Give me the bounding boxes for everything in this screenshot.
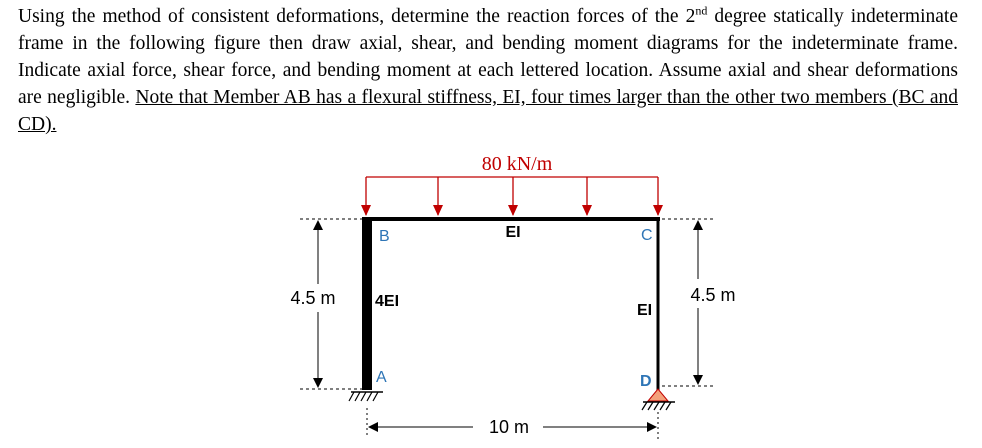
frame xyxy=(362,217,660,390)
node-label-a: A xyxy=(376,369,387,386)
problem-text-b: degree statically indeterminate frame in the following figure then draw axial, shear, and bending moment diagrams for the indeterminate frame. Indicate axial force, shear force, and bending moment at each lettered location. Assume axial and shear deformations are negligible. xyxy=(18,6,958,108)
problem-text-superscript: nd xyxy=(695,3,708,18)
support-hatch xyxy=(642,402,647,410)
node-label-c: C xyxy=(641,227,653,244)
pin-support-d xyxy=(642,389,675,410)
pin-triangle xyxy=(648,389,668,401)
support-hatch xyxy=(660,402,665,410)
load-arrowhead xyxy=(653,205,663,216)
dimension-arrowhead xyxy=(693,220,703,230)
load-arrowhead xyxy=(361,205,371,216)
support-hatch xyxy=(666,402,671,410)
node-label-d: D xyxy=(640,373,652,390)
right-height-label: 4.5 m xyxy=(690,285,736,305)
left-height-label: 4.5 m xyxy=(290,288,336,308)
load-arrowhead xyxy=(582,205,592,216)
support-hatch xyxy=(349,392,354,401)
load-arrowhead xyxy=(508,205,518,216)
member-label-bc: EI xyxy=(505,224,521,241)
dimension-arrowhead xyxy=(368,422,378,432)
dimension-arrowhead xyxy=(693,375,703,385)
node-label-b: B xyxy=(379,228,390,245)
dimension-arrowhead xyxy=(313,378,323,388)
dimension-arrowhead xyxy=(313,220,323,230)
support-hatch xyxy=(361,392,366,401)
dimension-arrowhead xyxy=(647,422,657,432)
problem-note-underlined: Note that Member AB has a flexural stiffness, EI, four times larger than the other two members (BC and CD). xyxy=(18,87,958,135)
dimension-right-height xyxy=(662,219,736,386)
member-label-cd: EI xyxy=(637,302,653,319)
member-label-ab: 4EI xyxy=(375,293,400,310)
support-hatch xyxy=(373,392,378,401)
support-hatch xyxy=(355,392,360,401)
dimension-span xyxy=(367,408,658,440)
dimension-left-height xyxy=(290,219,362,389)
support-hatch xyxy=(648,402,653,410)
distributed-load xyxy=(361,153,663,216)
load-arrowhead xyxy=(433,205,443,216)
problem-text-a: Using the method of consistent deformations, determine the reaction forces of the 2 xyxy=(18,6,696,27)
load-label: 80 kN/m xyxy=(481,153,553,175)
support-hatch xyxy=(367,392,372,401)
span-label: 10 m xyxy=(488,417,530,437)
fixed-support-a xyxy=(349,392,383,401)
support-hatch xyxy=(654,402,659,410)
